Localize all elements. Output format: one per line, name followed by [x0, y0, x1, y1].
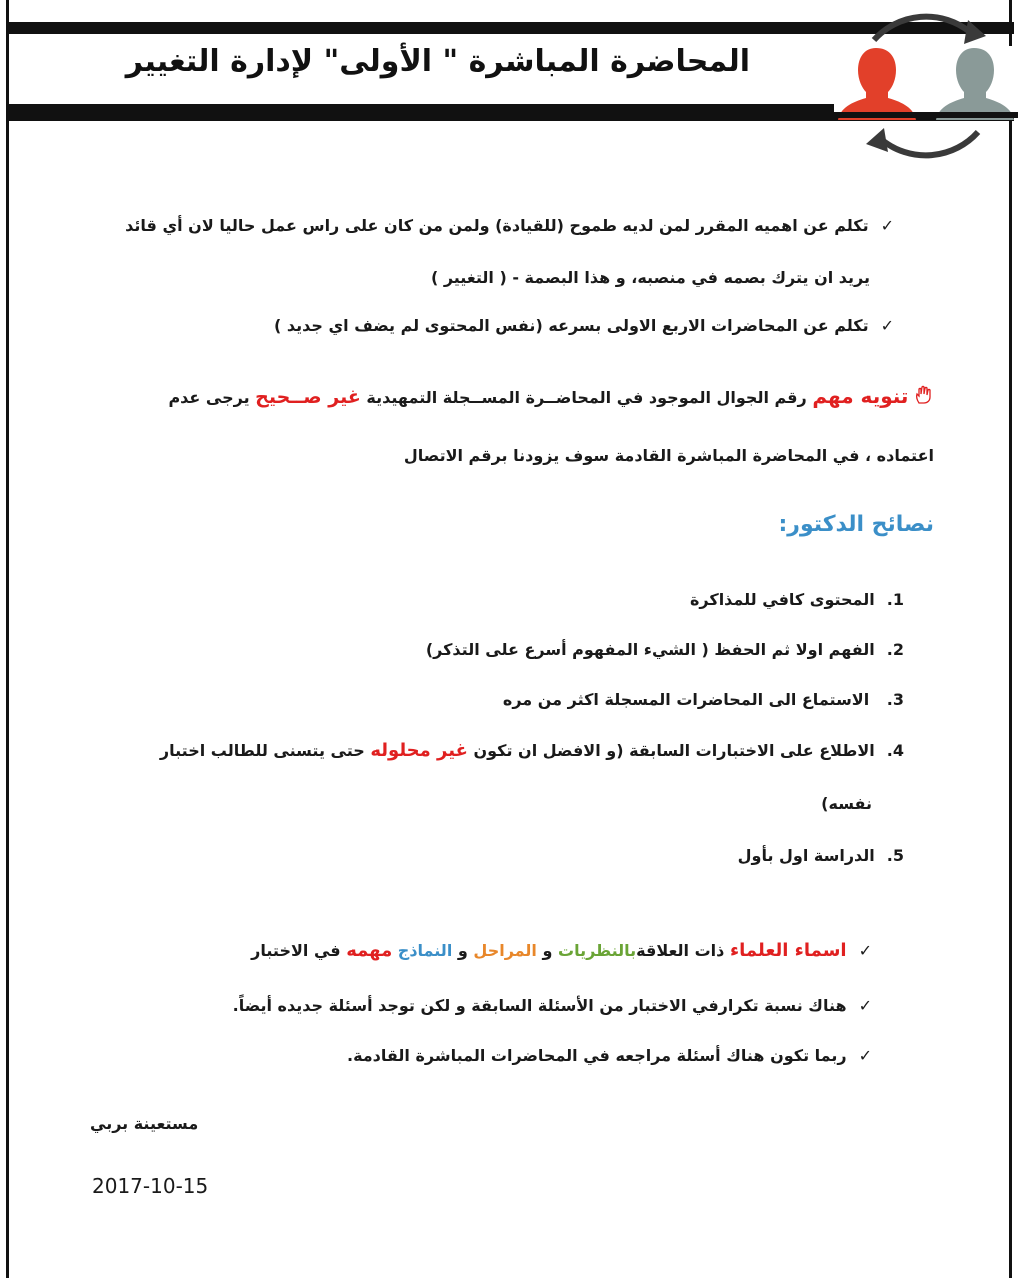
check-icon: ✓ [858, 941, 872, 960]
intro-item-2: ✓تكلم عن المحاضرات الاربع الاولى بسرعه (نفس المحتوى لم يضف اي جديد ) [274, 316, 894, 335]
notice-label: تنويه مهم [812, 384, 909, 408]
intro-item-1-line2: يريد ان يترك بصمه في منصبه، و هذا البصمة - ( التغيير ) [430, 268, 870, 287]
date: 2017-10-15 [92, 1174, 209, 1198]
advice-heading: نصائح الدكتور: [778, 512, 934, 537]
raised-hand-icon [914, 385, 934, 405]
advice-item-2: 2.الفهم اولا ثم الحفظ ( الشيء المفهوم أسرع على التذكر) [425, 640, 904, 659]
notice-highlight: غير صــحيح [255, 386, 361, 408]
advice-item-4: 4.الاطلاع على الاختبارات السابقة (و الافضل ان تكون غير محلوله حتى يتسنى للطالب اختبار [159, 740, 904, 761]
exam-note-2: ✓هناك نسبة تكرارفي الاختبار من الأسئلة السابقة و لكن توجد أسئلة جديده أيضاً. [232, 996, 872, 1015]
notice-line1: تنويه مهم رقم الجوال الموجود في المحاضــرة المســجلة التمهيدية غير صــحيح يرجى عدم [168, 384, 934, 408]
signature: مستعينة بربي [90, 1114, 199, 1133]
page-title: المحاضرة المباشرة " الأولى" لإدارة التغيير [125, 44, 750, 79]
advice-item-3: 3. الاستماع الى المحاضرات المسجلة اكثر من مره [502, 690, 904, 709]
notice-line2: اعتماده ، في المحاضرة المباشرة القادمة سوف يزودنا برقم الاتصال [403, 446, 934, 465]
advice-item-5: 5.الدراسة اول بأول [737, 846, 904, 865]
intro-item-1-line1: ✓تكلم عن اهميه المقرر لمن لديه طموح (للقيادة) ولمن من كان على راس عمل حاليا لان أي قائد [125, 216, 894, 235]
page-frame [6, 0, 1012, 1278]
advice-item-4-line2: نفسه) [821, 794, 872, 813]
advice-item-1: 1.المحتوى كافي للمذاكرة [689, 590, 904, 609]
check-icon: ✓ [858, 996, 872, 1015]
exam-note-1: ✓اسماء العلماء ذات العلاقةبالنظريات و المراحل و النماذج مهمه في الاختبار [251, 940, 872, 961]
check-icon: ✓ [858, 1046, 872, 1065]
advice-highlight: غير محلوله [370, 740, 468, 761]
exam-note-3: ✓ربما تكون هناك أسئلة مراجعه في المحاضرات المباشرة القادمة. [346, 1046, 872, 1065]
check-icon: ✓ [880, 316, 894, 335]
change-management-people-icon [830, 8, 1020, 160]
check-icon: ✓ [880, 216, 894, 235]
